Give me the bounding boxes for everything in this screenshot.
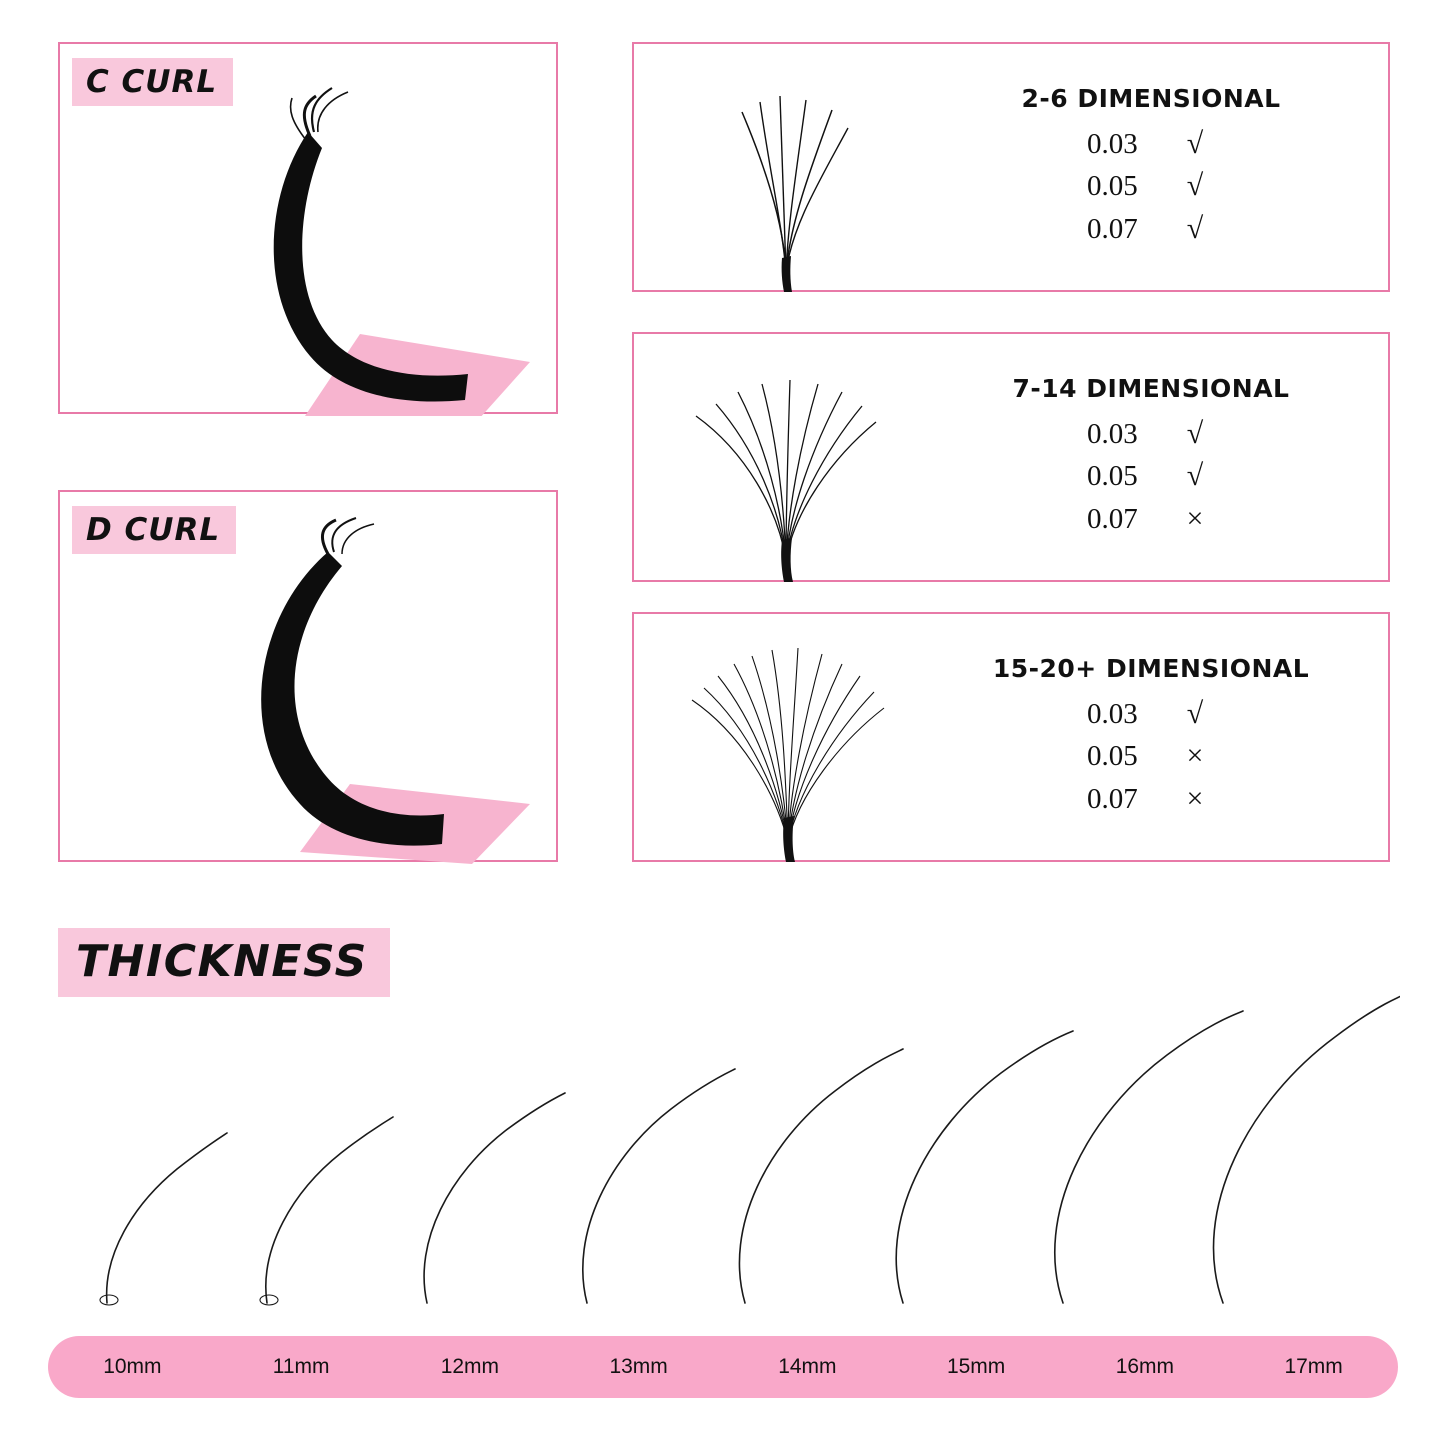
availability-row: [1087, 413, 1215, 456]
lash-fan-6d: [634, 44, 934, 290]
dimension-title: 2-6 DIMENSIONAL: [1021, 83, 1281, 113]
availability-row: [1087, 498, 1215, 541]
thickness-availability-list: [1087, 693, 1215, 821]
lash-length-illustrations: [45, 955, 1400, 1315]
panel-dimension-2-6: [632, 42, 1390, 292]
thickness-value: 0.05: [1087, 740, 1138, 773]
length-label: 17mm: [1284, 1355, 1343, 1378]
panel-dimension-15-20: [632, 612, 1390, 862]
thickness-value: 0.05: [1087, 460, 1138, 493]
length-label: 15mm: [946, 1355, 1006, 1378]
availability-mark: √: [1186, 211, 1204, 245]
lash-fan-14d: [634, 334, 934, 580]
availability-mark: √: [1186, 459, 1204, 493]
availability-row: [1087, 165, 1215, 208]
availability-row: [1087, 778, 1215, 821]
d-curl-label: D CURL: [72, 506, 236, 554]
length-label: 16mm: [1115, 1355, 1175, 1378]
availability-row: [1087, 208, 1215, 251]
c-curl-label: C CURL: [72, 58, 233, 106]
length-label: 12mm: [440, 1355, 500, 1378]
thickness-value: 0.07: [1087, 502, 1138, 535]
lash-fan-20d: [634, 614, 934, 860]
thickness-value: 0.03: [1087, 697, 1138, 730]
dimension-title: 7-14 DIMENSIONAL: [1012, 373, 1290, 403]
availability-mark: ×: [1186, 501, 1204, 535]
panel-c-curl: [58, 42, 558, 414]
length-label: 11mm: [272, 1355, 330, 1378]
panel-d-curl: [58, 490, 558, 862]
availability-mark: ×: [1186, 781, 1204, 815]
availability-row: [1087, 123, 1215, 166]
thickness-availability-list: [1087, 413, 1215, 541]
thickness-heading: THICKNESS: [58, 928, 390, 997]
thickness-value: 0.07: [1087, 212, 1138, 245]
lash-curl-d-photo: [60, 492, 556, 860]
thickness-availability-list: [1087, 123, 1215, 251]
thickness-value: 0.03: [1087, 417, 1138, 450]
dimension-info-2-6: [934, 84, 1388, 251]
availability-mark: √: [1186, 169, 1204, 203]
availability-mark: ×: [1186, 739, 1204, 773]
availability-mark: √: [1186, 696, 1204, 730]
dimension-title: 15-20+ DIMENSIONAL: [992, 653, 1310, 683]
panel-dimension-7-14: [632, 332, 1390, 582]
availability-row: [1087, 693, 1215, 736]
thickness-value: 0.05: [1087, 170, 1138, 203]
lash-curl-c-photo: [60, 44, 556, 412]
length-label: 14mm: [778, 1355, 837, 1378]
thickness-value: 0.07: [1087, 782, 1138, 815]
dimension-info-7-14: [934, 374, 1388, 541]
dimension-info-15-20: [934, 654, 1388, 821]
thickness-value: 0.03: [1087, 127, 1138, 160]
length-label: 10mm: [103, 1355, 162, 1378]
availability-mark: √: [1186, 126, 1204, 160]
availability-mark: √: [1186, 416, 1204, 450]
length-label: 13mm: [609, 1355, 668, 1378]
availability-row: [1087, 455, 1215, 498]
lash-length-scale-bar: [48, 1336, 1398, 1398]
availability-row: [1087, 735, 1215, 778]
